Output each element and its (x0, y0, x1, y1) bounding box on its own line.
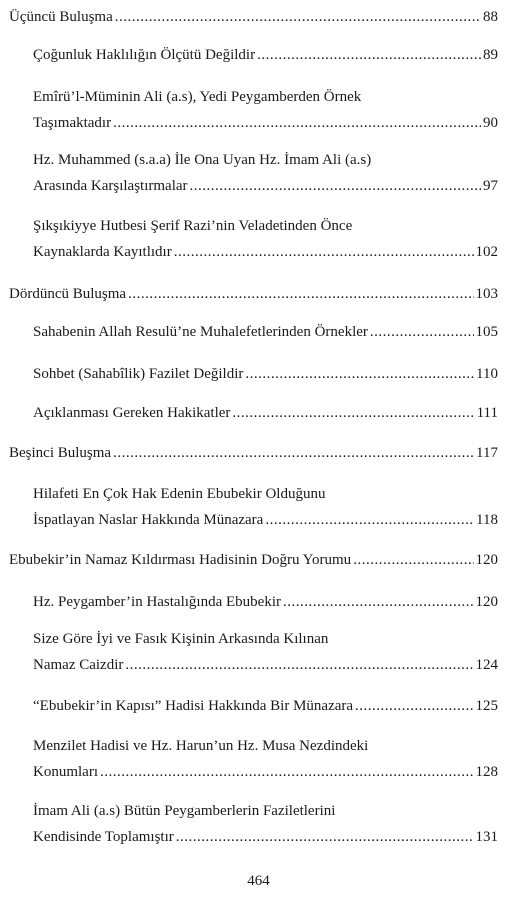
dot-leader (174, 239, 474, 265)
dot-leader (370, 319, 474, 345)
toc-page-number: 118 (476, 512, 498, 528)
toc-page-number: 105 (475, 324, 498, 340)
dot-leader (355, 693, 473, 719)
toc-page-number: 89 (483, 47, 498, 63)
toc-entry-title: Açıklanması Gereken Hakikatler (33, 405, 231, 421)
toc-page-number: 125 (475, 698, 498, 714)
toc-page-number: 97 (483, 178, 498, 194)
toc-entry (33, 319, 498, 345)
toc-entry-title-continued: Kaynaklarda Kayıtlıdır (33, 244, 172, 260)
toc-entry-title-continued: Taşımaktadır (33, 115, 112, 131)
toc-page-number: 111 (476, 405, 498, 421)
page-number-footer: 464 (247, 873, 270, 889)
toc-entry (33, 733, 498, 785)
dot-leader (283, 589, 474, 615)
toc-entry (9, 440, 498, 466)
toc-page-number: 103 (475, 286, 498, 302)
toc-page-number: 120 (475, 552, 498, 568)
dot-leader (245, 361, 474, 387)
dot-leader (190, 173, 481, 199)
toc-entry (9, 281, 498, 307)
toc-page-number: 120 (475, 594, 498, 610)
dot-leader (257, 42, 481, 68)
toc-entry-title: Hz. Muhammed (s.a.a) İle Ona Uyan Hz. İmam Ali (a.s) (33, 152, 372, 168)
toc-entry (33, 589, 498, 615)
toc-entry-title: “Ebubekir’in Kapısı” Hadisi Hakkında Bir Münazara (33, 698, 354, 714)
toc-entry-title-continued: Namaz Caizdir (33, 657, 124, 673)
dot-leader (100, 759, 474, 785)
toc-entry (33, 42, 498, 68)
toc-entry (33, 626, 498, 678)
toc-page-number: 90 (483, 115, 498, 131)
toc-entry (33, 481, 498, 533)
toc-page-number: 110 (476, 366, 498, 382)
toc-page-number: 124 (475, 657, 498, 673)
toc-entry (33, 213, 498, 265)
toc-entry (33, 361, 498, 387)
toc-entry (33, 798, 498, 850)
toc-entry-title: Dördüncü Buluşma (9, 286, 127, 302)
toc-page-number: 102 (475, 244, 498, 260)
dot-leader (353, 547, 473, 573)
toc-entry-title-continued: Kendisinde Toplamıştır (33, 829, 174, 845)
dot-leader (265, 507, 474, 533)
toc-entry (33, 147, 498, 199)
toc-entry-title: Menzilet Hadisi ve Hz. Harun’un Hz. Musa Nezdindeki (33, 738, 369, 754)
toc-entry (9, 4, 498, 30)
toc-entry (9, 547, 498, 573)
toc-entry (33, 84, 498, 136)
toc-entry-title-continued: Konumları (33, 764, 98, 780)
dot-leader (232, 400, 474, 426)
dot-leader (113, 110, 481, 136)
dot-leader (128, 281, 473, 307)
toc-entry-title: Üçüncü Buluşma (9, 9, 113, 25)
toc-entry-title: Çoğunluk Haklılığın Ölçütü Değildir (33, 47, 256, 63)
toc-page-number: 117 (476, 445, 498, 461)
toc-entry-title: Ebubekir’in Namaz Kıldırması Hadisinin Doğru Yorumu (9, 552, 352, 568)
toc-entry-title: Sahabenin Allah Resulü’ne Muhalefetlerinden Örnekler (33, 324, 368, 340)
dot-leader (113, 440, 474, 466)
toc-entry-title-continued: Arasında Karşılaştırmalar (33, 178, 188, 194)
dot-leader (176, 824, 474, 850)
toc-entry (33, 693, 498, 719)
toc-page-number: 131 (475, 829, 498, 845)
toc-entry (33, 400, 498, 426)
toc-entry-title: Sohbet (Sahabîlik) Fazilet Değildir (33, 366, 244, 382)
toc-entry-title: Hz. Peygamber’in Hastalığında Ebubekir (33, 594, 281, 610)
dot-leader (125, 652, 473, 678)
toc-entry-title: Emîrü’l-Müminin Ali (a.s), Yedi Peygamberden Örnek (33, 89, 362, 105)
toc-entry-title: Hilafeti En Çok Hak Edenin Ebubekir Olduğunu (33, 486, 326, 502)
toc-page-number: 128 (475, 764, 498, 780)
dot-leader (115, 4, 481, 30)
toc-entry-title: İmam Ali (a.s) Bütün Peygamberlerin Faziletlerini (33, 803, 336, 819)
toc-entry-title: Size Göre İyi ve Fasık Kişinin Arkasında Kılınan (33, 631, 329, 647)
toc-entry-title-continued: İspatlayan Naslar Hakkında Münazara (33, 512, 264, 528)
toc-entry-title: Beşinci Buluşma (9, 445, 112, 461)
toc-entry-title: Şıkşıkiyye Hutbesi Şerif Razi’nin Veladetinden Önce (33, 218, 353, 234)
toc-page-number: 88 (483, 9, 498, 25)
